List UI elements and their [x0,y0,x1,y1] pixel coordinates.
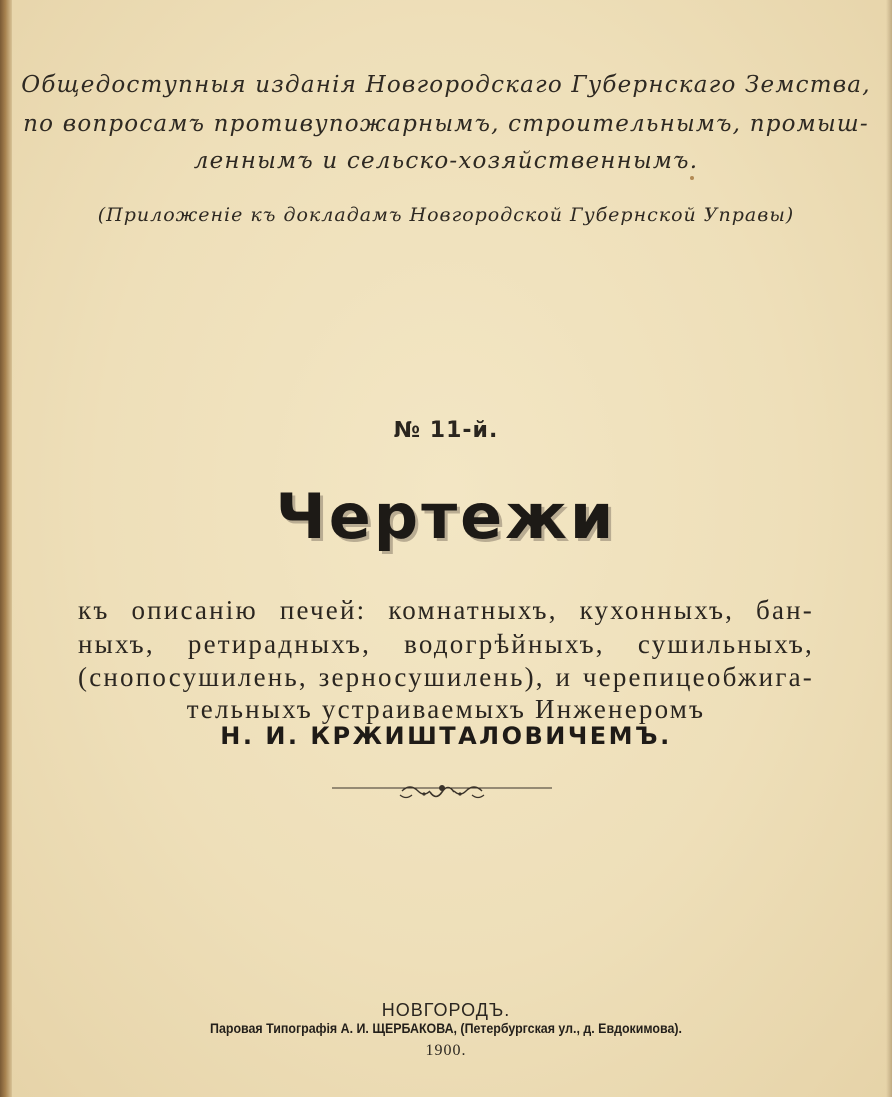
appendix-note: (Приложеніе къ докладамъ Новгородской Губернской Управы) [97,204,795,226]
series-heading-line-2: по вопросамъ противупожарнымъ, строительнымъ, промыш- [23,111,869,137]
description-line-1: къ описанію печей: комнатныхъ, кухонныхъ, бан- [78,595,814,625]
imprint-city: НОВГОРОДЪ. [381,1000,511,1020]
series-heading-line-1: Общедоступныя изданія Новгородскаго Губернскаго Земства, [21,72,871,98]
description-line-3: (снопосушилень, зерносушилень), и черепицеобжига- [78,662,814,692]
description-line-4: тельныхъ устраиваемыхъ Инженеромъ [186,694,706,724]
ornament-divider-icon [330,778,554,804]
issue-number: № 11-й. [393,418,499,443]
page-title: Чертежи [275,480,617,553]
imprint-year: 1900. [425,1042,467,1059]
series-heading-line-3: леннымъ и сельско-хозяйственнымъ. [193,148,699,174]
imprint-printer: Паровая Типографія А. И. ЩЕРБАКОВА, (Петербургская ул., д. Евдокимова). [210,1021,682,1036]
description-line-2: ныхъ, ретирадныхъ, водогрѣйныхъ, сушильныхъ, [78,629,814,659]
paper-speck [690,176,694,180]
author-name: Н. И. КРЖИШТАЛОВИЧЕМЪ. [220,722,672,750]
